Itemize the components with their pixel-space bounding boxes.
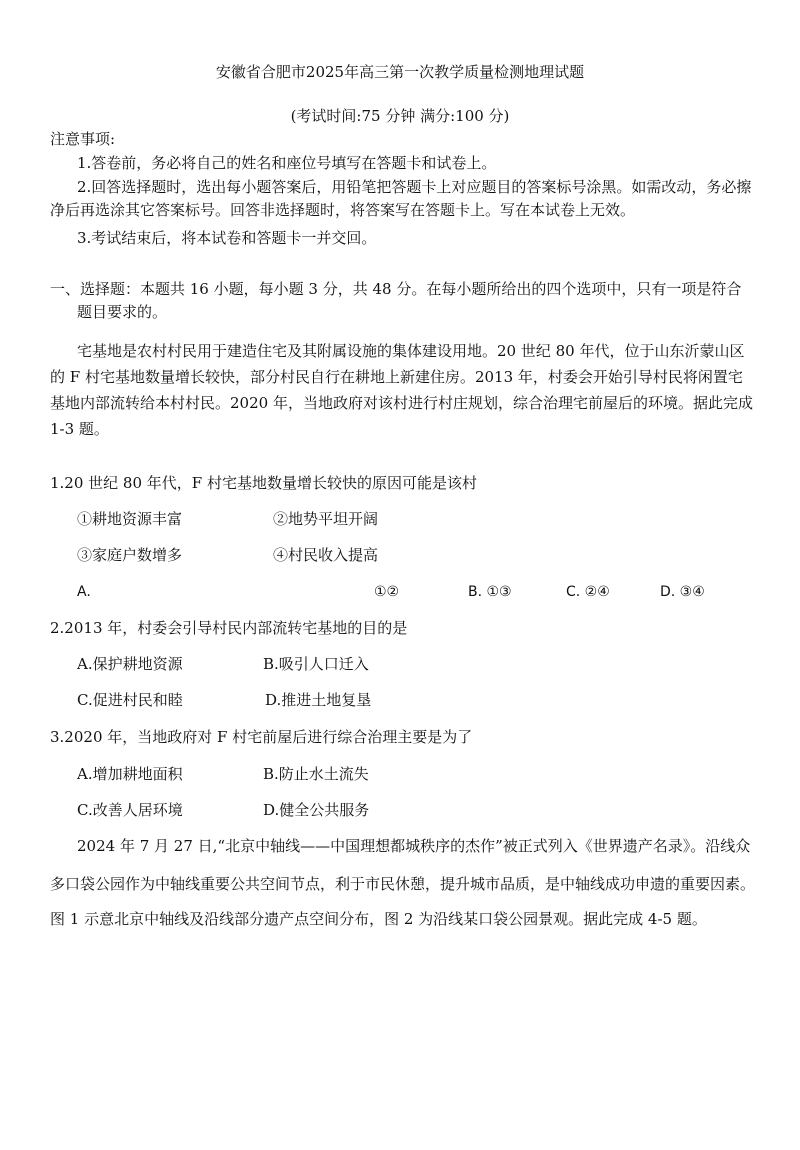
q2-option-a: A.保护耕地资源	[77, 655, 183, 673]
passage-2-line-3: 图 1 示意北京中轴线及沿线部分遗产点空间分布，图 2 为沿线某口袋公园景观。据此完成 4-5 题。	[50, 910, 707, 928]
q3-option-a: A.增加耕地面积	[77, 765, 183, 783]
question-1-stem: 1.20 世纪 80 年代，F 村宅基地数量增长较快的原因可能是该村	[50, 474, 477, 492]
q1-option-d: D. ③④	[660, 584, 705, 600]
passage-1: 宅基地是农村村民用于建造住宅及其附属设施的集体建设用地。20 世纪 80 年代，位于山东沂蒙山区的 F 村宅基地数量增长较快，部分村民自行在耕地上新建住房。2013 年，村委会开始引导村民将闲置宅基地内部流转给本村村民。2020 年，当地政府对该村进行村庄规划，综合治理宅前屋后的环境。据此完成 1-3 题。	[50, 342, 753, 438]
exam-info: (考试时间:75 分钟 满分:100 分)	[290, 107, 510, 125]
question-3-stem: 3.2020 年，当地政府对 F 村宅前屋后进行综合治理主要是为了	[50, 728, 473, 746]
q2-option-d: D.推进土地复垦	[265, 691, 372, 709]
q1-statement-3: ③家庭户数增多	[77, 546, 183, 564]
notice-item-2: 2.回答选择题时，选出每小题答案后，用铅笔把答题卡上对应题目的答案标号涂黑。如需改动，务必擦净后再选涂其它答案标号。回答非选择题时，将答案写在答题卡上。写在本试卷上无效。	[50, 178, 752, 219]
section-heading: 一、选择题：本题共 16 小题，每小题 3 分，共 48 分。在每小题所给出的四个选项中，只有一项是符合题目要求的。	[50, 280, 742, 321]
q1-statement-4: ④村民收入提高	[273, 546, 379, 564]
question-2-stem: 2.2013 年，村委会引导村民内部流转宅基地的目的是	[50, 619, 408, 637]
page-title: 安徽省合肥市2025年高三第一次教学质量检测地理试题	[215, 63, 585, 81]
notice-item-3: 3.考试结束后，将本试卷和答题卡一并交回。	[77, 229, 377, 247]
q1-statement-1: ①耕地资源丰富	[77, 510, 183, 528]
q1-option-c: C. ②④	[566, 584, 610, 600]
q2-option-c: C.促进村民和睦	[77, 691, 183, 709]
q1-option-a-label: A.	[77, 584, 91, 600]
notice-item-1: 1.答卷前，务必将自己的姓名和座位号填写在答题卡和试卷上。	[77, 154, 497, 172]
notice-heading: 注意事项:	[50, 130, 116, 148]
q1-option-b: B. ①③	[468, 584, 512, 600]
q3-option-c: C.改善人居环境	[77, 801, 183, 819]
q1-statement-2: ②地势平坦开阔	[273, 510, 379, 528]
q3-option-d: D.健全公共服务	[263, 801, 370, 819]
q3-option-b: B.防止水土流失	[263, 765, 369, 783]
passage-2-line-1: 2024 年 7 月 27 日,“北京中轴线——中国理想都城秩序的杰作”被正式列入《世界遗产名录》。沿线众	[77, 837, 751, 855]
passage-2-line-2: 多口袋公园作为中轴线重要公共空间节点，利于市民休憩，提升城市品质，是中轴线成功申遗的重要因素。	[50, 875, 756, 893]
q1-option-a: ①②	[374, 584, 400, 600]
q2-option-b: B.吸引人口迁入	[263, 655, 369, 673]
